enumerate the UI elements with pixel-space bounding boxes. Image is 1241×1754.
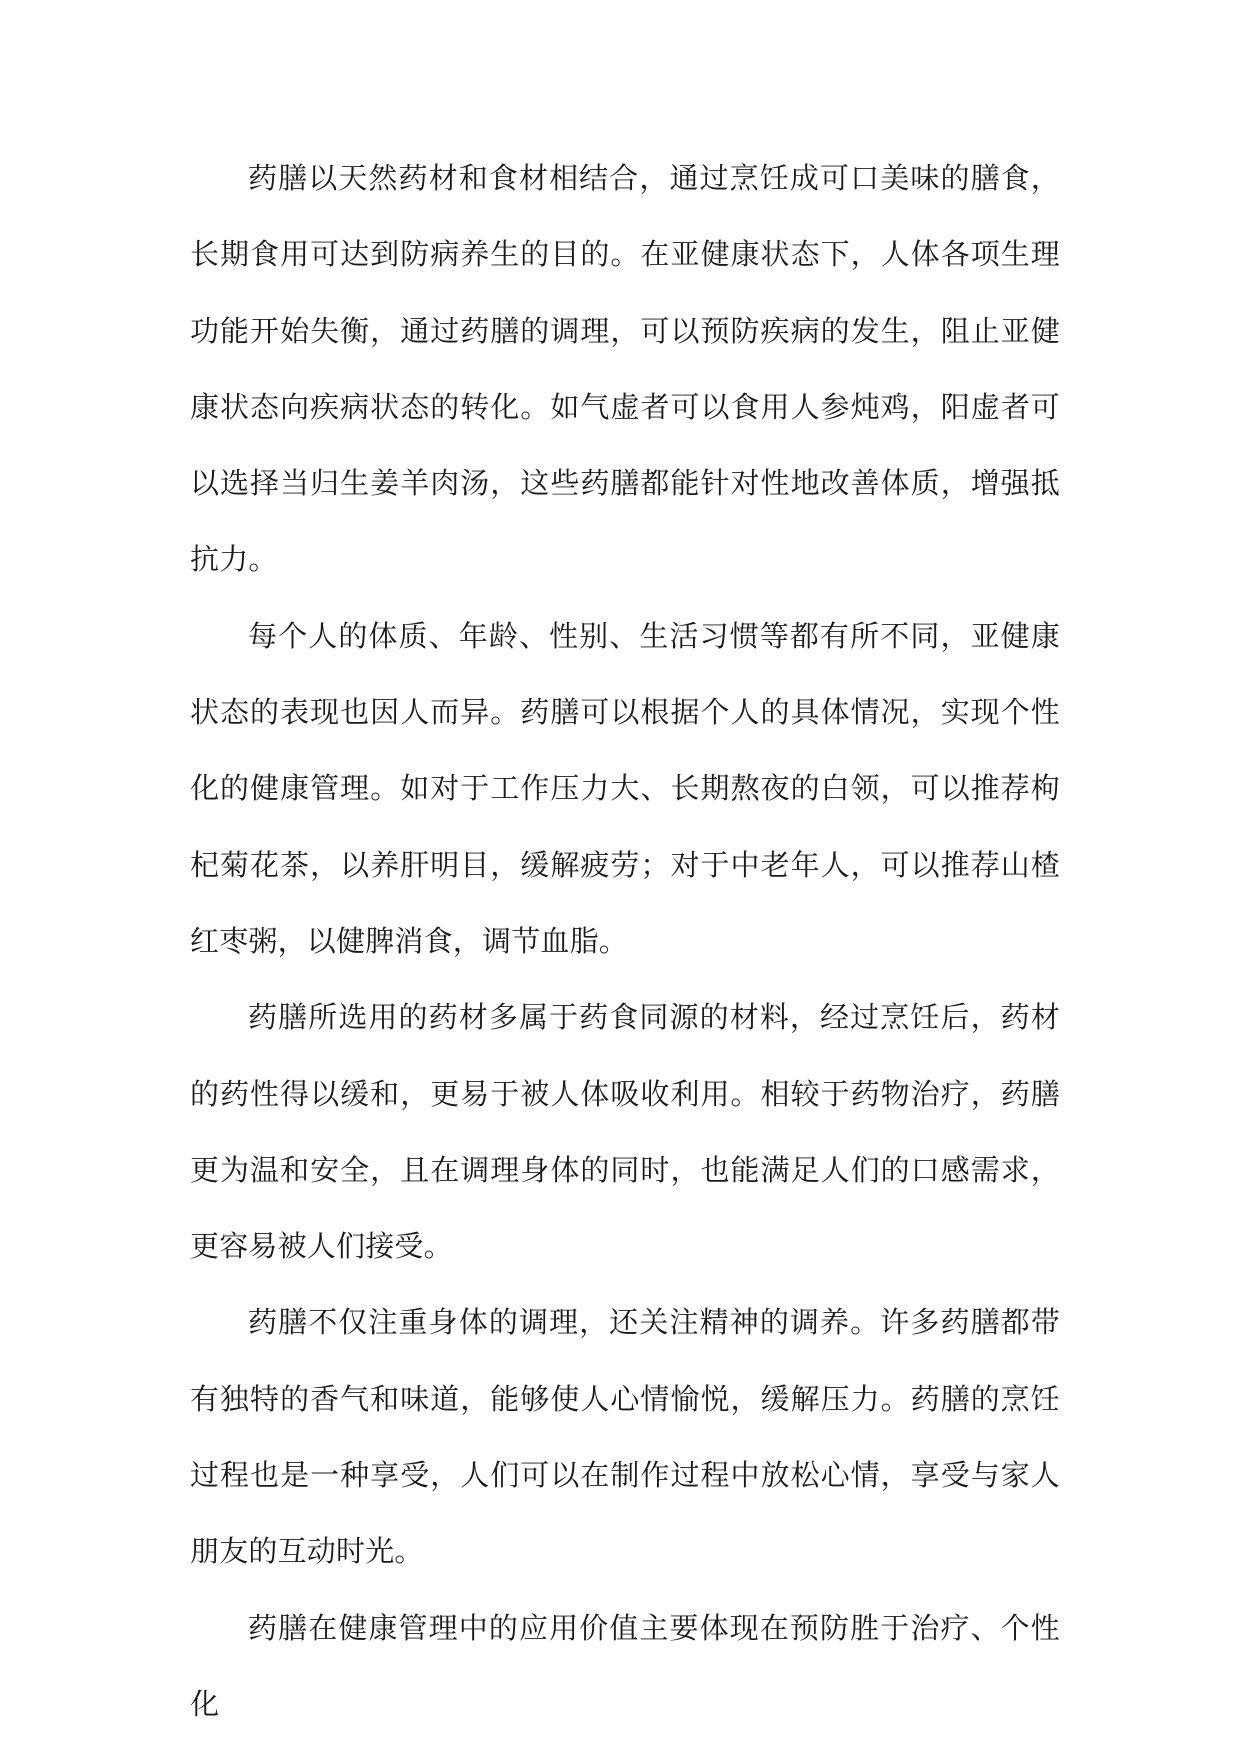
paragraph: 药膳以天然药材和食材相结合，通过烹饪成可口美味的膳食，长期食用可达到防病养生的目的。在亚健康状态下，人体各项生理功能开始失衡，通过药膳的调理，可以预防疾病的发生，阻止亚健康状态向疾病状态的转化。如气虚者可以食用人参炖鸡，阳虚者可以选择当归生姜羊肉汤，这些药膳都能针对性地改善体质，增强抵抗力。: [190, 161, 1060, 577]
paragraph: 药膳在健康管理中的应用价值主要体现在预防胜于治疗、个性化: [190, 1610, 1060, 1721]
document-body: [190, 140, 1060, 1742]
paragraph: 每个人的体质、年龄、性别、生活习惯等都有所不同，亚健康状态的表现也因人而异。药膳可以根据个人的具体情况，实现个性化的健康管理。如对于工作压力大、长期熬夜的白领，可以推荐枸杞菊花茶，以养肝明目，缓解疲劳；对于中老年人，可以推荐山楂红枣粥，以健脾消食，调节血脂。: [190, 618, 1060, 958]
paragraph: 药膳不仅注重身体的调理，还关注精神的调养。许多药膳都带有独特的香气和味道，能够使人心情愉悦，缓解压力。药膳的烹饪过程也是一种享受，人们可以在制作过程中放松心情，享受与家人朋友的互动时光。: [190, 1305, 1060, 1569]
paragraph: 药膳所选用的药材多属于药食同源的材料，经过烹饪后，药材的药性得以缓和，更易于被人体吸收利用。相较于药物治疗，药膳更为温和安全，且在调理身体的同时，也能满足人们的口感需求，更容易被人们接受。: [190, 1000, 1060, 1264]
